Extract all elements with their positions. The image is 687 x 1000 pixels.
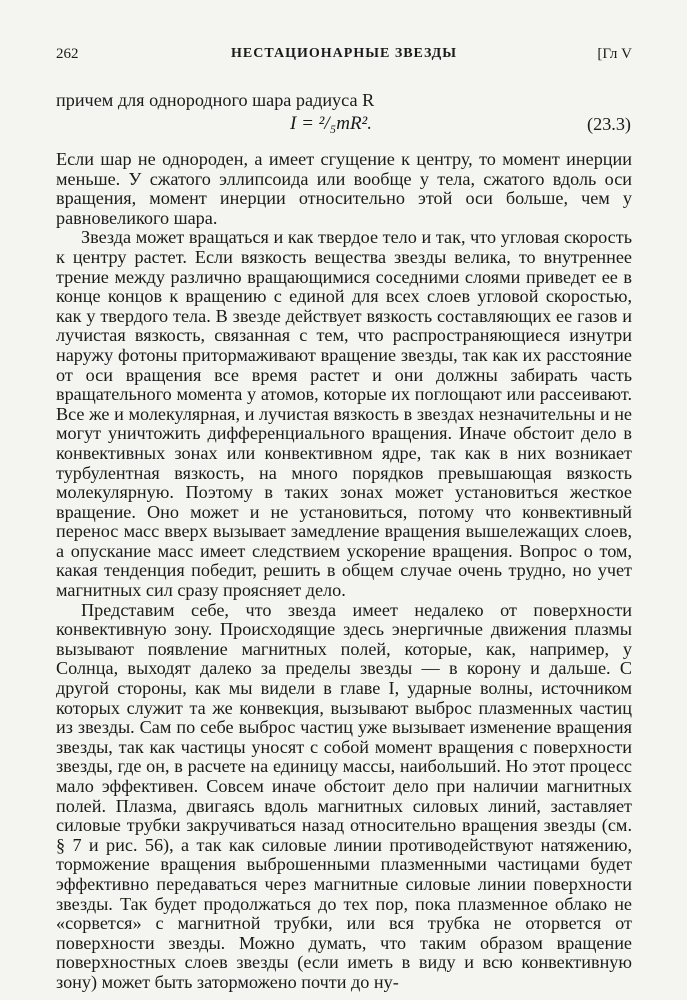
formula: I = ²/₅mR².	[290, 113, 373, 134]
page-header	[56, 46, 632, 70]
running-title: НЕСТАЦИОНАРНЫЕ ЗВЕЗДЫ	[231, 46, 457, 61]
body-text	[56, 150, 632, 993]
page-number: 262	[56, 46, 79, 62]
chapter-label: [Гл V	[597, 46, 632, 62]
paragraph-1: Если шар не однороден, а имеет сгущение к центру, то момент инерции меньше. У сжатого эллипсоида или вообще у тела, сжатого вдоль оси вращения, момент инерции относительно этой оси больше, чем у равновеликого шара.	[56, 149, 632, 228]
paragraph-3: Представим себе, что звезда имеет недалеко от поверхности конвективную зону. Происходящие здесь энергичные движения плазмы вызывают появление магнитных полей, которые, как, например, у Солнца, выходят далеко за пределы звезды — в корону и дальше. С другой стороны, как мы видели в главе I, ударные волны, источником которых служит та же конвекция, вызывают выброс плазменных частиц из звезды. Сам по себе выброс частиц уже вызывает изменение вращения звезды, так как частицы уносят с собой момент вращения с поверхности звезды, где он, в расчете на единицу массы, наибольший. Но этот процесс мало эффективен. Совсем иначе обстоит дело при наличии магнитных полей. Плазма, двигаясь вдоль магнитных силовых линий, заставляет силовые трубки закручиваться назад относительно вращения звезды (см. § 7 и рис. 56), а так как силовые линии противодействуют натяжению, торможение вращения выброшенными плазменными частицами будет эффективно передаваться через магнитные силовые линии поверхности звезды. Так будет продолжаться до тех пор, пока плазменное облако не «сорвется» с магнитной трубки, или вся трубка не оторвется от поверхности звезды. Можно думать, что таким образом вращение поверхностных слоев звезды (если иметь в виду и всю конвективную зону) может быть заторможено почти до ну-	[56, 599, 632, 992]
equation-number: (23.3)	[587, 114, 631, 134]
paragraph-2: Звезда может вращаться и как твердое тело и так, что угловая скорость к центру растет. Если вязкость вещества звезды велика, то внутреннее трение между различно вращающимися соседними слоями приведет ее в конце концов к вращению с единой для всех слоев угловой скоростью, как у твердого тела. В звезде действует вязкость составляющих ее газов и лучистая вязкость, связанная с тем, что распространяющиеся изнутри наружу фотоны притормаживают вращение звезды, так как их расстояние от оси вращения все время растет и они должны забирать часть вращательного момента у атомов, которые их поглощают или рассеивают. Все же и молекулярная, и лучистая вязкость в звездах незначительны и не могут уничтожить дифференциального вращения. Иначе обстоит дело в конвективных зонах или конвективном ядре, так как в них возникает турбулентная вязкость, на много порядков превышающая вязкость молекулярную. Поэтому в таких зонах может установиться жесткое вращение. Оно может и не установиться, потому что конвективный перенос масс вверх вызывает замедление вращения вышележащих слоев, а опускание масс имеет следствием ускорение вращения. Вопрос о том, какая тенденция победит, решить в общем случае очень трудно, но учет магнитных сил сразу проясняет дело.	[56, 227, 632, 601]
intro-line: причем для однородного шара радиуса R	[56, 90, 375, 110]
